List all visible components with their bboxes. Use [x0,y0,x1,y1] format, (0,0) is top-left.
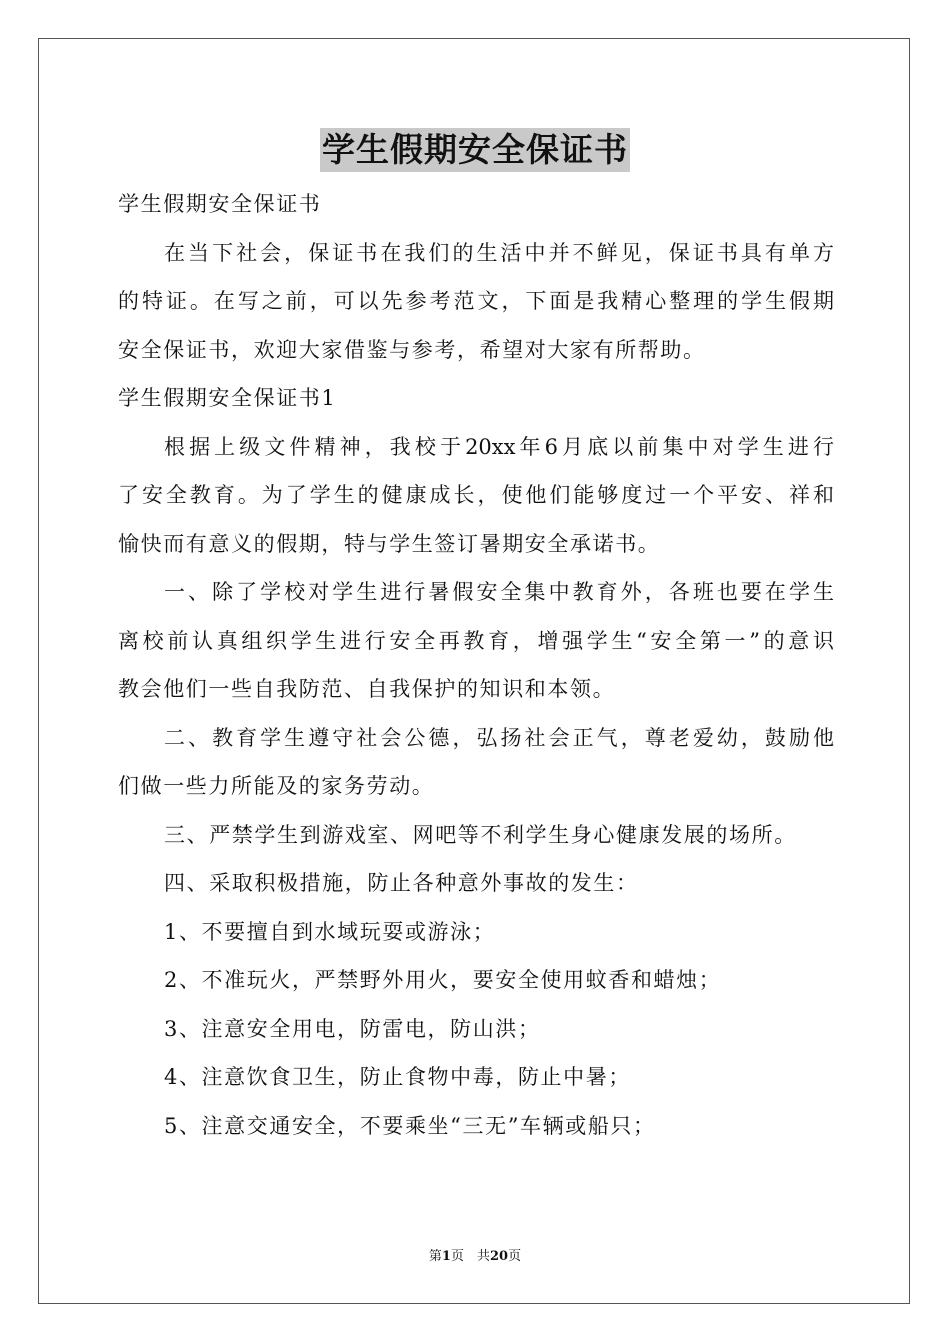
document-title: 学生假期安全保证书 [320,128,630,172]
paragraph-line: 在当下社会，保证书在我们的生活中并不鲜见，保证书具有单方 [164,240,834,265]
paragraph-line: 们做一些力所能及的家务劳动。 [118,774,435,798]
paragraph-line: 二、教育学生遵守社会公德，弘扬社会正气，尊老爱幼，鼓励他 [164,725,834,750]
total-page-number: 20 [489,1249,509,1264]
list-item: 1、不要擅自到水域玩耍或游泳； [164,919,496,944]
list-item: 4、注意饮食卫生，防止食物中毒，防止中暑； [164,1065,631,1089]
list-item: 3、注意安全用电，防雷电，防山洪； [164,1016,541,1041]
paragraph-line: 愉快而有意义的假期，特与学生签订暑期安全承诺书。 [118,531,661,556]
paragraph-line: 一、除了学校对学生进行暑假安全集中教育外，各班也要在学生 [164,580,834,604]
page-suffix: 页 [508,1249,522,1264]
subtitle-line: 学生假期安全保证书 [118,192,322,216]
list-item: 2、不准玩火，严禁野外用火，要安全使用蚊香和蜡烛； [164,968,722,992]
current-page-number: 1 [441,1249,451,1264]
page-footer [0,1248,950,1266]
page-mid: 页 共 [450,1249,490,1264]
paragraph-line: 四、采取积极措施，防止各种意外事故的发生： [164,871,639,895]
list-item: 5、注意交通安全，不要乘坐“三无”车辆或船只； [164,1113,656,1138]
paragraph-line: 安全保证书，欢迎大家借鉴与参考，希望对大家有所帮助。 [118,337,706,362]
paragraph-line: 离校前认真组织学生进行安全再教育，增强学生“安全第一”的意识 [118,628,834,653]
page-prefix: 第 [428,1249,442,1264]
paragraph-line: 三、严禁学生到游戏室、网吧等不利学生身心健康发展的场所。 [164,822,797,847]
paragraph-line: 根据上级文件精神，我校于20xx年6月底以前集中对学生进行 [164,434,834,459]
section-heading: 学生假期安全保证书1 [118,386,337,410]
title-wrap [0,128,950,172]
paragraph-line: 的特证。在写之前，可以先参考范文，下面是我精心整理的学生假期 [118,289,834,313]
paragraph-line: 教会他们一些自我防范、自我保护的知识和本领。 [118,677,616,701]
document-body [118,180,834,1150]
paragraph-line: 了安全教育。为了学生的健康成长，使他们能够度过一个平安、祥和 [118,483,834,507]
